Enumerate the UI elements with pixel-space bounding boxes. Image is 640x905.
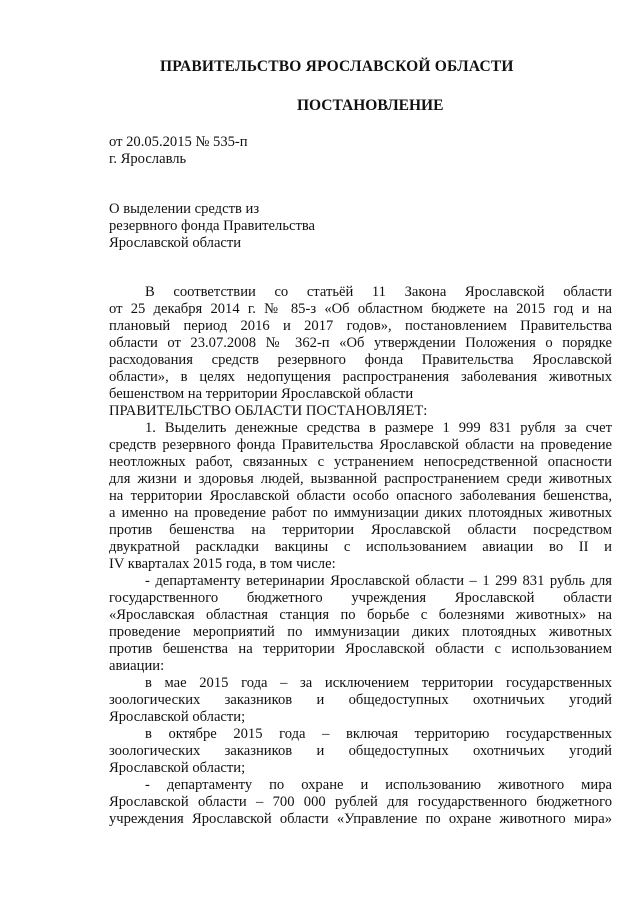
text-line: проведение мероприятий по иммунизации диких плотоядных животных — [109, 624, 612, 640]
document-body — [109, 284, 612, 828]
text-line: - департаменту по охране и использованию животного мира — [145, 777, 612, 793]
text-line: плановый период 2016 и 2017 годов», постановлением Правительства — [109, 318, 612, 334]
text-line: от 25 декабря 2014 г. № 85-з «Об областном бюджете на 2015 год и на — [109, 301, 612, 317]
text-line: 1. Выделить денежные средства в размере 1 999 831 рубля за счет — [145, 420, 612, 436]
item-1-paragraph — [109, 420, 612, 573]
text-line: Ярославской области; — [109, 760, 246, 776]
document-type: ПОСТАНОВЛЕНИЕ — [297, 97, 444, 114]
text-line: в мае 2015 года – за исключением территории государственных — [145, 675, 612, 691]
text-line: двукратной раскладки вакцины с использованием авиации во II и — [109, 539, 612, 555]
text-line: государственного бюджетного учреждения Ярославской области — [109, 590, 612, 606]
text-line: IV кварталах 2015 года, в том числе: — [109, 556, 336, 572]
text-line: а именно на проведение работ по иммунизации диких плотоядных животных — [109, 505, 612, 521]
text-line: области», в целях недопущения распространения заболевания животных — [109, 369, 612, 385]
text-line: зоологических заказников и общедоступных охотничьих угодий — [109, 692, 612, 708]
text-line: бешенством на территории Ярославской области — [109, 386, 414, 402]
text-line: против бешенства на территории Ярославской области посредством — [109, 522, 612, 538]
text-line: учреждения Ярославской области «Управление по охране животного мира» — [109, 811, 612, 827]
text-line: на территории Ярославской области особо опасного заболевания бешенства, — [109, 488, 612, 504]
text-line: области от 23.07.2008 № 362-п «Об утверждении Положения о порядке — [109, 335, 612, 351]
preamble-paragraph — [109, 284, 612, 403]
text-line: зоологических заказников и общедоступных охотничьих угодий — [109, 743, 612, 759]
subject-line: Ярославской области — [109, 235, 242, 251]
may-paragraph — [109, 675, 612, 726]
text-line: неотложных работ, связанных с устранением непосредственной опасности — [109, 454, 612, 470]
org-title: ПРАВИТЕЛЬСТВО ЯРОСЛАВСКОЙ ОБЛАСТИ — [160, 58, 514, 75]
text-line: расходования средств резервного фонда Правительства Ярославской — [109, 352, 612, 368]
document-meta — [109, 134, 248, 168]
wildlife-department-paragraph — [109, 777, 612, 828]
subject-line: О выделении средств из — [109, 201, 260, 217]
vet-department-paragraph — [109, 573, 612, 675]
text-line: - департаменту ветеринарии Ярославской области – 1 299 831 рубль для — [145, 573, 612, 589]
city: г. Ярославль — [109, 151, 187, 167]
october-paragraph — [109, 726, 612, 777]
resolves-heading: ПРАВИТЕЛЬСТВО ОБЛАСТИ ПОСТАНОВЛЯЕТ: — [109, 403, 428, 419]
text-line: средств резервного фонда Правительства Ярославской области на проведение — [109, 437, 612, 453]
text-line: для жизни и здоровья людей, вызванной распространением среди животных — [109, 471, 612, 487]
subject-line: резервного фонда Правительства — [109, 218, 316, 234]
text-line: В соответствии со статьёй 11 Закона Ярославской области — [145, 284, 612, 300]
text-line: Ярославской области – 700 000 рублей для государственного бюджетного — [109, 794, 612, 810]
text-line: «Ярославская областная станция по борьбе с болезнями животных» на — [109, 607, 612, 623]
text-line: Ярославской области; — [109, 709, 246, 725]
text-line: в октябре 2015 года – включая территорию государственных — [145, 726, 612, 742]
document-subject — [109, 201, 315, 252]
date-number: от 20.05.2015 № 535-п — [109, 134, 248, 150]
text-line: авиации: — [109, 658, 165, 674]
text-line: против бешенства на территории Ярославской области с использованием — [109, 641, 612, 657]
